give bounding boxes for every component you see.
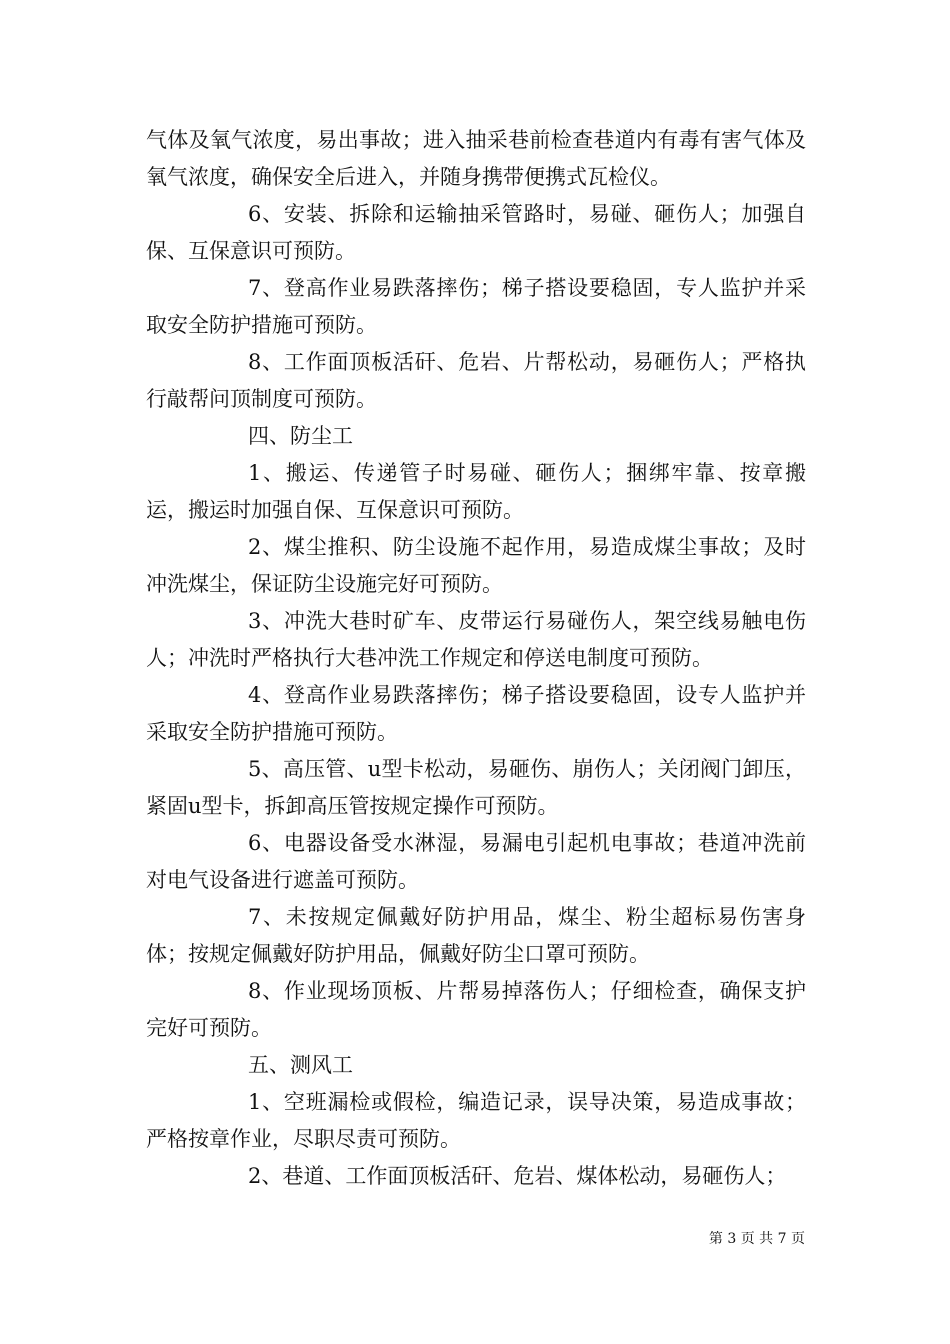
- paragraph-item-7: 7、登高作业易跌落摔伤；梯子搭设要稳固，专人监护并采取安全防护措施可预防。: [146, 276, 806, 337]
- paragraph-item-4: 4、登高作业易跌落摔伤；梯子搭设要稳固，设专人监护并采取安全防护措施可预防。: [146, 683, 806, 744]
- paragraph-item-2: 2、巷道、工作面顶板活矸、危岩、煤体松动，易砸伤人；: [248, 1164, 787, 1188]
- paragraph-item-8: 8、工作面顶板活矸、危岩、片帮松动，易砸伤人；严格执行敲帮问顶制度可预防。: [146, 350, 806, 411]
- paragraph-item-6: 6、电器设备受水淋湿，易漏电引起机电事故；巷道冲洗前对电气设备进行遮盖可预防。: [146, 831, 806, 892]
- paragraph-continued: 气体及氧气浓度，易出事故；进入抽采巷前检查巷道内有毒有害气体及氧气浓度，确保安全后进入，并随身携带便携式瓦检仪。: [146, 128, 806, 189]
- page-footer: [0, 1228, 805, 1248]
- paragraph-item-7: 7、未按规定佩戴好防护用品，煤尘、粉尘超标易伤害身体；按规定佩戴好防护用品，佩戴好防尘口罩可预防。: [146, 905, 806, 966]
- paragraph-item-8: 8、作业现场顶板、片帮易掉落伤人；仔细检查，确保支护完好可预防。: [146, 979, 806, 1040]
- section-heading-ventilation-worker: 五、测风工: [248, 1053, 353, 1077]
- section-heading-dust-worker: 四、防尘工: [248, 424, 353, 448]
- paragraph-item-5: 5、高压管、u型卡松动，易砸伤、崩伤人；关闭阀门卸压，紧固u型卡，拆卸高压管按规定操作可预防。: [146, 757, 806, 818]
- paragraph-item-2: 2、煤尘推积、防尘设施不起作用，易造成煤尘事故；及时冲洗煤尘，保证防尘设施完好可预防。: [146, 535, 806, 596]
- paragraph-item-3: 3、冲洗大巷时矿车、皮带运行易碰伤人，架空线易触电伤人；冲洗时严格执行大巷冲洗工作规定和停送电制度可预防。: [146, 609, 806, 670]
- page-number-label: 第 3 页 共 7 页: [708, 1231, 805, 1247]
- paragraph-item-1: 1、空班漏检或假检，编造记录，误导决策，易造成事故；严格按章作业，尽职尽责可预防。: [146, 1090, 806, 1151]
- paragraph-item-1: 1、搬运、传递管子时易碰、砸伤人；捆绑牢靠、按章搬运，搬运时加强自保、互保意识可预防。: [146, 461, 806, 522]
- document-body: [146, 122, 806, 1195]
- paragraph-item-6: 6、安装、拆除和运输抽采管路时，易碰、砸伤人；加强自保、互保意识可预防。: [146, 202, 806, 263]
